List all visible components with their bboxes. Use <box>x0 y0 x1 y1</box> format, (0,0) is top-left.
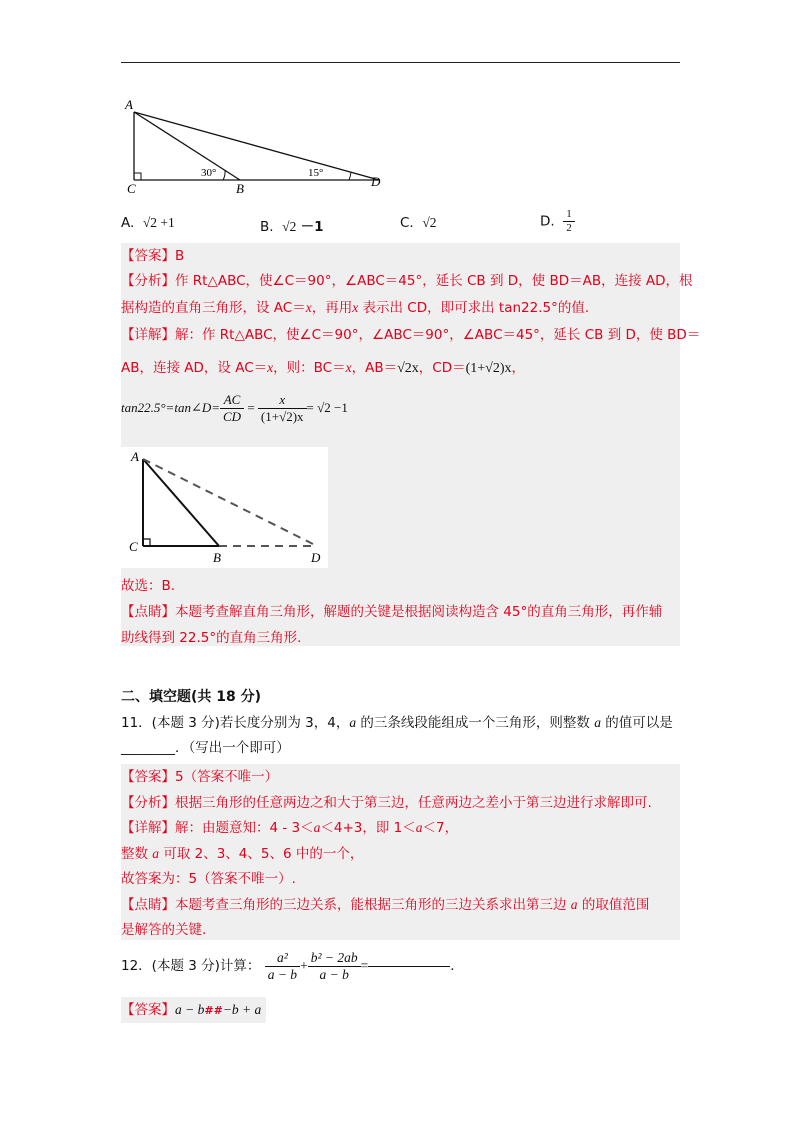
q11-answer: 【答案】5（答案不唯一） <box>121 769 279 785</box>
header-rule <box>121 62 680 63</box>
label-b: B <box>236 181 244 195</box>
option-a: A. √2 +1 <box>121 215 175 231</box>
q10-comment-line2: 助线得到 22.5°的直角三角形. <box>121 630 302 646</box>
q10-choose: 故选：B. <box>121 578 176 594</box>
angle-30-label: 30° <box>201 167 217 179</box>
option-b: B. √2 －1 <box>260 219 324 235</box>
q11-analysis: 【分析】根据三角形的任意两边之和大于第三边，任意两边之差小于第三边进行求解即可. <box>121 795 652 811</box>
fig2-label-a: A <box>131 449 139 464</box>
q11-detail-line1: 【详解】解：由题意知：4 - 3＜a＜4+3，即 1＜a＜7， <box>121 820 459 836</box>
fig2-label-b: B <box>213 550 221 565</box>
q11-stem-line1: 11．(本题 3 分)若长度分别为 3，4，a 的三条线段能组成一个三角形，则整数 a 的值可以是 <box>121 715 673 731</box>
label-a: A <box>125 97 133 112</box>
q10-detail-line2: AB，连接 AD，设 AC＝x，则：BC＝x，AB＝√2x，CD＝(1+√2)x， <box>121 360 526 376</box>
q10-comment-line1: 【点睛】本题考查解直角三角形，解题的关键是根据阅读构造含 45°的直角三角形，再作辅 <box>121 604 663 620</box>
triangle-figure-1 <box>121 95 391 195</box>
q11-stem-line2: ________．（写出一个即可） <box>121 740 290 756</box>
label-c: C <box>127 181 136 195</box>
q12-blank <box>368 966 450 967</box>
fig2-label-d: D <box>311 550 321 565</box>
q10-analysis-line1: 【分析】作 Rt△ABC，使∠C＝90°，∠ABC＝45°，延长 CB 到 D，使 BD＝AB，连接 AD，根 <box>121 273 693 289</box>
q11-blank: ________ <box>121 740 175 756</box>
q10-detail-line1: 【详解】解：作 Rt△ABC，使∠C＝90°，∠ABC＝90°，∠ABC＝45°，延长 CB 到 D，使 BD＝ <box>121 327 701 343</box>
q11-comment-line2: 是解答的关键. <box>121 922 207 938</box>
q10-analysis-line2: 据构造的直角三角形，设 AC＝x，再用x 表示出 CD，即可求出 tan22.5°的值. <box>121 300 590 316</box>
triangle-figure-2 <box>121 447 328 568</box>
label-d: D <box>371 174 381 189</box>
q10-formula: tan22.5°=tan∠D= $\frac{AC}{CD}$ = $\frac{x}{(1+√2)x}$ = √2 −1 <box>121 391 348 424</box>
q11-detail-line2: 整数 a 可取 2、3、4、5、6 中的一个， <box>121 846 364 862</box>
q11-comment-line1: 【点睛】本题考查三角形的三边关系，能根据三角形的三边关系求出第三边 a 的取值范围 <box>121 897 650 913</box>
q11-detail-line3: 故答案为：5（答案不唯一）. <box>121 871 296 887</box>
angle-15-label: 15° <box>308 167 324 179</box>
fig2-label-c: C <box>129 539 138 554</box>
option-d: D. $\frac{1}{2}$ <box>540 208 575 235</box>
option-c: C. √2 <box>400 215 437 231</box>
q12-answer: 【答案】a − b##−b + a <box>121 1002 262 1018</box>
q12-stem: 12．(本题 3 分)计算： $\frac{\text{a²}}{a - b}$ + $\frac{\text{b² − 2ab}}{a - b}$ = . <box>121 949 455 982</box>
section-title: 二、填空题(共 18 分) <box>121 689 262 705</box>
q10-answer: 【答案】B <box>121 248 185 264</box>
